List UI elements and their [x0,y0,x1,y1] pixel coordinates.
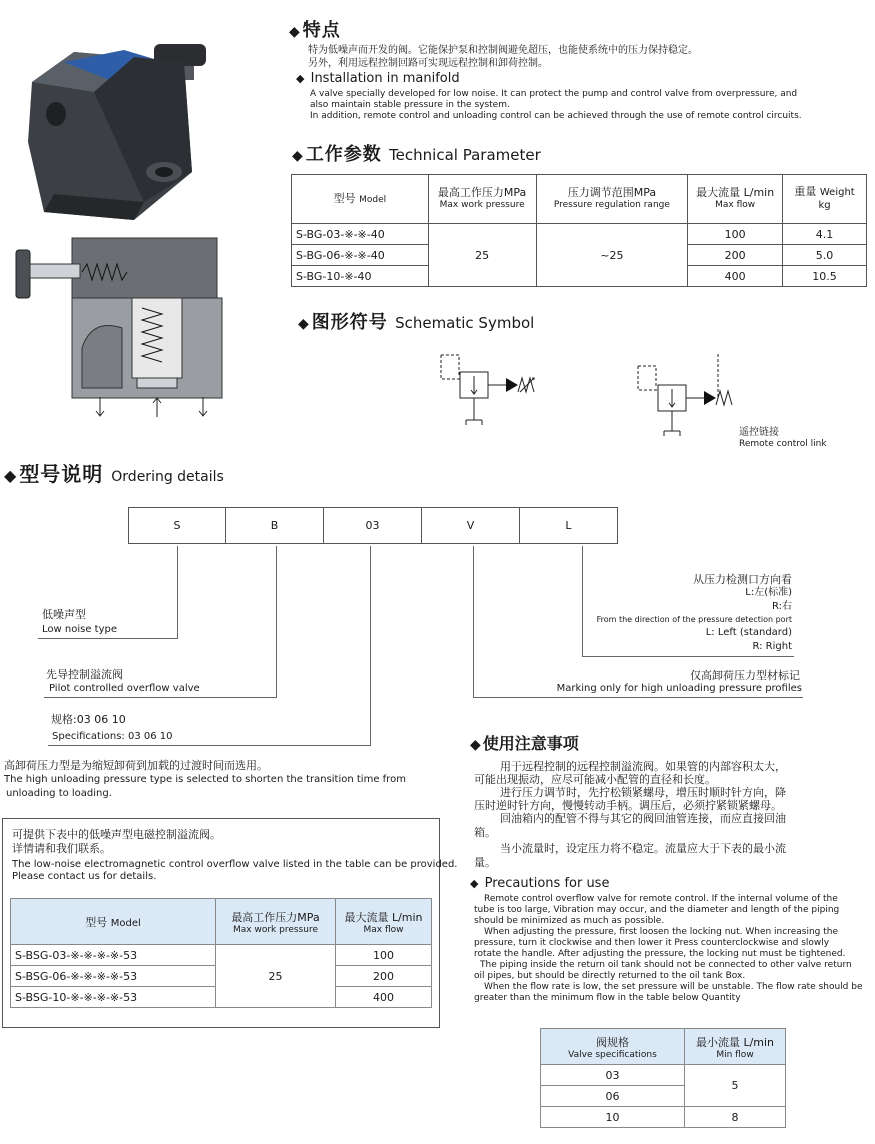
minflow-cell-flow: 5 [685,1065,786,1107]
minflow-th-flow: 最小流量 L/min Min flow [685,1029,786,1065]
table-row [11,945,432,966]
minflow-cell-spec: 06 [541,1086,685,1107]
connector-line [38,638,178,639]
tech-th-model: 型号 Model [292,175,429,224]
dir-r-en: R: Right [752,641,792,652]
diamond-icon: ◆ [298,316,310,332]
minflow-cell-spec: 03 [541,1065,685,1086]
precautions-title-cn: 使用注意事项 [482,734,579,753]
cross-section-drawing [12,228,232,418]
features-heading [289,16,341,42]
precautions-heading [470,731,579,754]
minflow-th-spec: 阀规格 Valve specifications [541,1029,685,1065]
low-noise-en: Low noise type [42,624,117,635]
precautions-title-en: Precautions for use [484,876,610,891]
ordering-title-en: Ordering details [111,469,224,485]
prec-en-8: oil pipes, but should be directly returned to the oil tank Box. [474,971,746,981]
unload-en-1: The high unloading pressure type is selected to shorten the transition time from [4,774,406,785]
low-noise-cn: 低噪声型 [42,608,86,621]
table-row [292,224,867,245]
dir-l-en: L: Left (standard) [705,627,792,638]
prec-cn-6: 箱。 [474,826,496,839]
table-row [541,1107,786,1128]
tech-heading [292,140,541,166]
bsg-intro-cn-1: 可提供下表中的低噪声型电磁控制溢流阀。 [12,828,221,841]
bsg-th-flow: 最大流量 L/min Max flow [336,899,432,945]
minflow-table-header [541,1029,786,1065]
dir-r-cn: R:右 [771,601,792,612]
tech-cell-pressure: 25 [428,224,536,287]
schematic-title-en: Schematic Symbol [395,314,535,332]
order-code-box: V [422,507,520,544]
prec-cn-2: 可能出现振动，应尽可能减小配管的直径和长度。 [474,773,716,786]
features-desc-en-1: A valve specially developed for low noise. It can protect the pump and control valve from overpressure, and [310,89,798,99]
remote-link-cn: 遥控链接 [739,427,779,438]
prec-en-6: rotate the handle. After adjusting the pressure, the locking nut must be tightened. [474,949,846,959]
bsg-cell-flow: 100 [336,945,432,966]
bsg-cell-flow: 200 [336,966,432,987]
mark-cn: 仅高卸荷压力型材标记 [690,669,800,682]
prec-cn-1: 用于远程控制的远程控制溢流阀。如果管的内部容积太大， [500,760,786,773]
minflow-cell-spec: 10 [541,1107,685,1128]
diamond-icon: ◆ [470,737,481,753]
bsg-cell-pressure: 25 [216,945,336,1008]
tech-cell-flow: 200 [688,245,783,266]
connector-line [48,745,371,746]
features-desc-cn-2: 另外，利用远程控制回路可实现远程控制和卸荷控制。 [308,58,548,69]
diamond-icon: ◆ [289,24,301,40]
bsg-th-pressure: 最高工作压力MPa Max work pressure [216,899,336,945]
dir-en: From the direction of the pressure detection port [596,615,792,624]
install-heading [296,71,460,86]
prec-cn-8: 量。 [474,856,496,869]
bsg-cell-model: S-BSG-06-※-※-※-※-53 [11,966,216,987]
spec-en: Specifications: 03 06 10 [52,731,173,742]
remote-link-en: Remote control link [739,439,827,449]
features-title: 特点 [302,20,341,41]
bsg-intro-cn-2: 详情请和我们联系。 [12,842,111,855]
schematic-heading [298,308,534,334]
connector-line [473,546,474,698]
prec-en-3: should be minimized as much as possible. [474,916,665,926]
order-code-box: 03 [324,507,422,544]
tech-table [291,174,867,287]
tech-title-en: Technical Parameter [389,146,541,164]
diamond-icon: ◆ [4,466,18,485]
minflow-cell-flow: 8 [685,1107,786,1128]
tech-title-cn: 工作参数 [305,144,382,165]
tech-table-header [292,175,867,224]
tech-cell-model: S-BG-03-※-※-40 [292,224,429,245]
unload-cn: 高卸荷压力型是为缩短卸荷到加载的过渡时间而选用。 [4,759,268,772]
ordering-title-cn: 型号说明 [19,462,104,486]
tech-cell-flow: 100 [688,224,783,245]
tech-cell-weight: 4.1 [783,224,867,245]
prec-cn-7: 当小流量时，设定压力将不稳定。流量应大于下表的最小流 [500,842,786,855]
tech-cell-flow: 400 [688,266,783,287]
connector-line [177,546,178,639]
product-photo [14,22,214,222]
prec-en-4: When adjusting the pressure, first loosen the locking nut. When increasing the [484,927,838,937]
mark-en: Marking only for high unloading pressure profiles [556,683,802,694]
prec-en-10: greater than the minimum flow in the table below Quantity [474,993,741,1003]
dir-l-cn: L:左(标准) [745,587,792,598]
prec-cn-3: 进行压力调节时，先拧松锁紧螺母，增压时顺时针方向，降 [500,786,786,799]
unload-en-2: unloading to loading. [6,788,112,799]
tech-cell-weight: 5.0 [783,245,867,266]
connector-line [473,697,803,698]
schematic-title-cn: 图形符号 [311,312,388,333]
diamond-icon: ◆ [292,148,304,164]
features-desc-en-2: also maintain stable pressure in the system. [310,100,510,110]
spec-cn: 规格:03 06 10 [51,713,126,726]
bsg-table-header [11,899,432,945]
diamond-icon: ◆ [296,72,305,85]
order-code-boxes [128,507,618,544]
port-arrows [90,395,220,419]
tech-cell-model: S-BG-10-※-40 [292,266,429,287]
features-desc-en-3: In addition, remote control and unloading control can be achieved through the use of remote control circuits. [310,111,802,121]
bsg-cell-model: S-BSG-03-※-※-※-※-53 [11,945,216,966]
minflow-table [540,1028,786,1128]
table-row [541,1065,786,1086]
order-code-box: B [226,507,324,544]
connector-line [370,546,371,746]
precautions-en-heading [470,876,609,891]
connector-line [582,546,583,657]
dir-cn: 从压力检测口方向看 [693,573,792,586]
connector-line [44,697,277,698]
tech-cell-weight: 10.5 [783,266,867,287]
diamond-icon: ◆ [470,877,479,890]
bsg-cell-flow: 400 [336,987,432,1008]
tech-th-flow: 最大流量 L/min Max flow [688,175,783,224]
schematic-symbol-1 [436,350,546,430]
order-code-box: L [520,507,618,544]
pilot-cn: 先导控制溢流阀 [46,668,123,681]
ordering-heading [4,458,224,487]
install-title: Installation in manifold [310,71,460,86]
schematic-symbol-2 [634,352,754,438]
prec-en-7: The piping inside the return oil tank should not be connected to other valve return [480,960,852,970]
prec-en-9: When the flow rate is low, the set pressure will be unstable. The flow rate should be [484,982,863,992]
bsg-table [10,898,432,1008]
connector-line [582,656,794,657]
bsg-intro-en-2: Please contact us for details. [12,871,157,882]
order-code-box: S [128,507,226,544]
prec-en-1: Remote control overflow valve for remote control. If the internal volume of the [484,894,838,904]
tech-cell-range: ~25 [536,224,688,287]
tech-th-range: 压力调节范围MPa Pressure regulation range [536,175,688,224]
prec-en-2: tube is too large, Vibration may occur, and the diameter and length of the piping [474,905,840,915]
pilot-en: Pilot controlled overflow valve [49,683,200,694]
tech-cell-model: S-BG-06-※-※-40 [292,245,429,266]
connector-line [276,546,277,698]
bsg-intro-en-1: The low-noise electromagnetic control overflow valve listed in the table can be provided. [12,859,458,870]
prec-cn-4: 压时逆时针方向，慢慢转动手柄。调压后，必须拧紧锁紧螺母。 [474,799,782,812]
features-desc-cn-1: 特为低噪声而开发的阀。它能保护泵和控制阀避免超压，也能使系统中的压力保持稳定。 [308,45,698,56]
tech-th-pressure: 最高工作压力MPa Max work pressure [428,175,536,224]
bsg-th-model: 型号 Model [11,899,216,945]
prec-cn-5: 回油箱内的配管不得与其它的阀回油管连接，而应直接回油 [500,812,786,825]
tech-th-weight: 重量 Weight kg [783,175,867,224]
prec-en-5: pressure, turn it clockwise and then lower it Press counterclockwise and slowly [474,938,830,948]
bsg-cell-model: S-BSG-10-※-※-※-※-53 [11,987,216,1008]
